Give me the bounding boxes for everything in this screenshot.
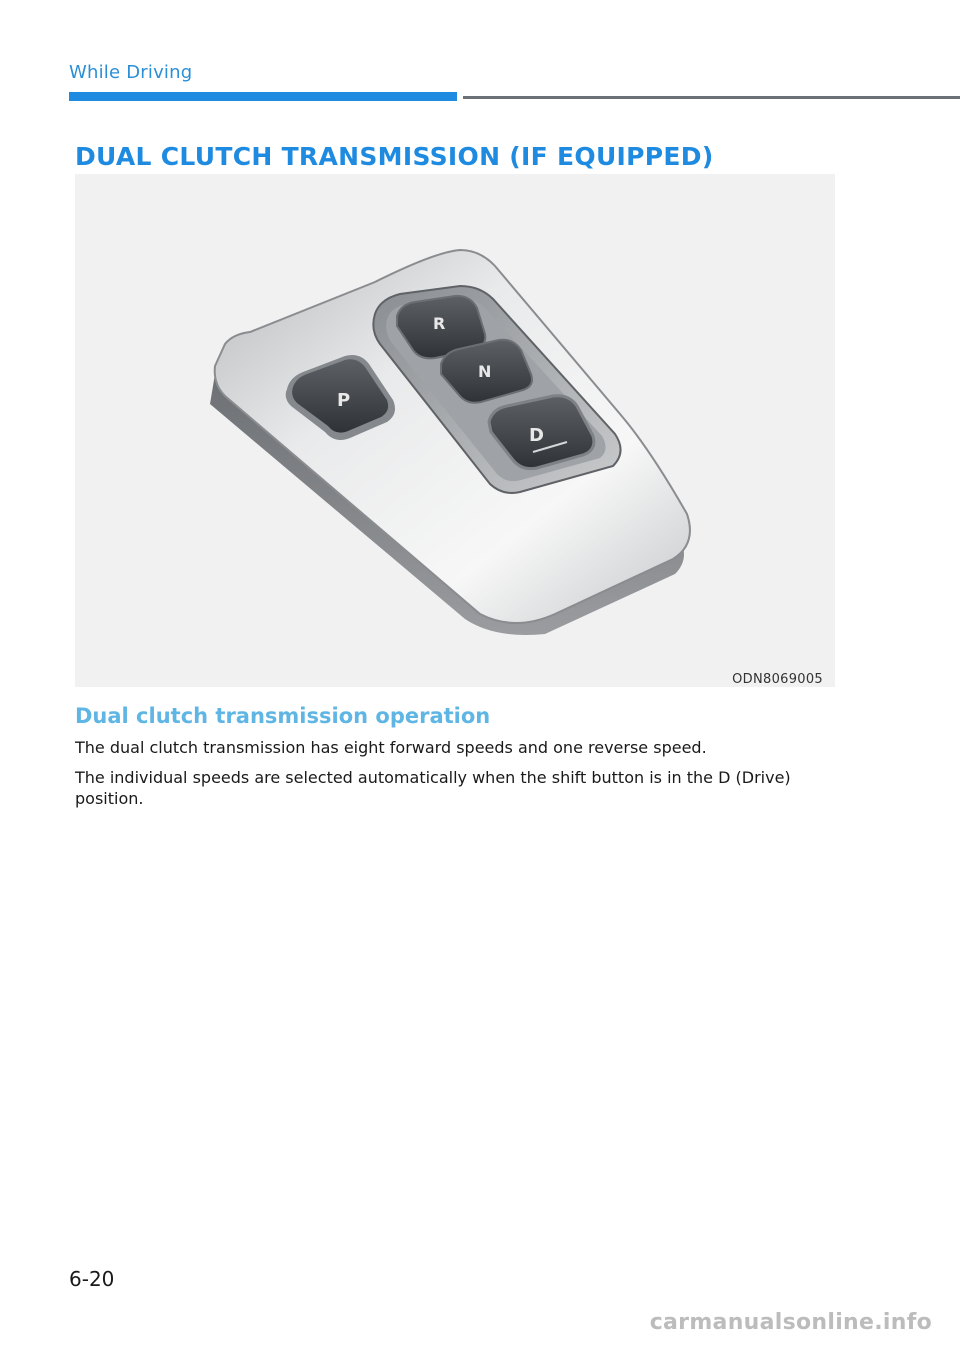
section-subheading: Dual clutch transmission operation <box>75 704 491 728</box>
shift-button-figure <box>75 174 835 687</box>
d-label: D <box>529 425 544 446</box>
watermark: carmanualsonline.info <box>649 1310 932 1335</box>
page-number: 6-20 <box>69 1267 115 1291</box>
p-label: P <box>337 390 351 411</box>
header-rule-blue <box>69 92 457 101</box>
section-label: While Driving <box>69 62 193 83</box>
shift-console-illustration <box>75 174 835 687</box>
paragraph-1: The dual clutch transmission has eight forward speeds and one reverse speed. <box>75 738 707 757</box>
paragraph-2: The individual speeds are selected automatically when the shift button is in the D (Drive) position. <box>75 768 791 808</box>
r-label: R <box>433 314 446 333</box>
n-label: N <box>478 362 492 381</box>
figure-code: ODN8069005 <box>732 672 823 687</box>
header-rule-gray <box>463 96 960 99</box>
page-title: DUAL CLUTCH TRANSMISSION (IF EQUIPPED) <box>75 142 714 171</box>
